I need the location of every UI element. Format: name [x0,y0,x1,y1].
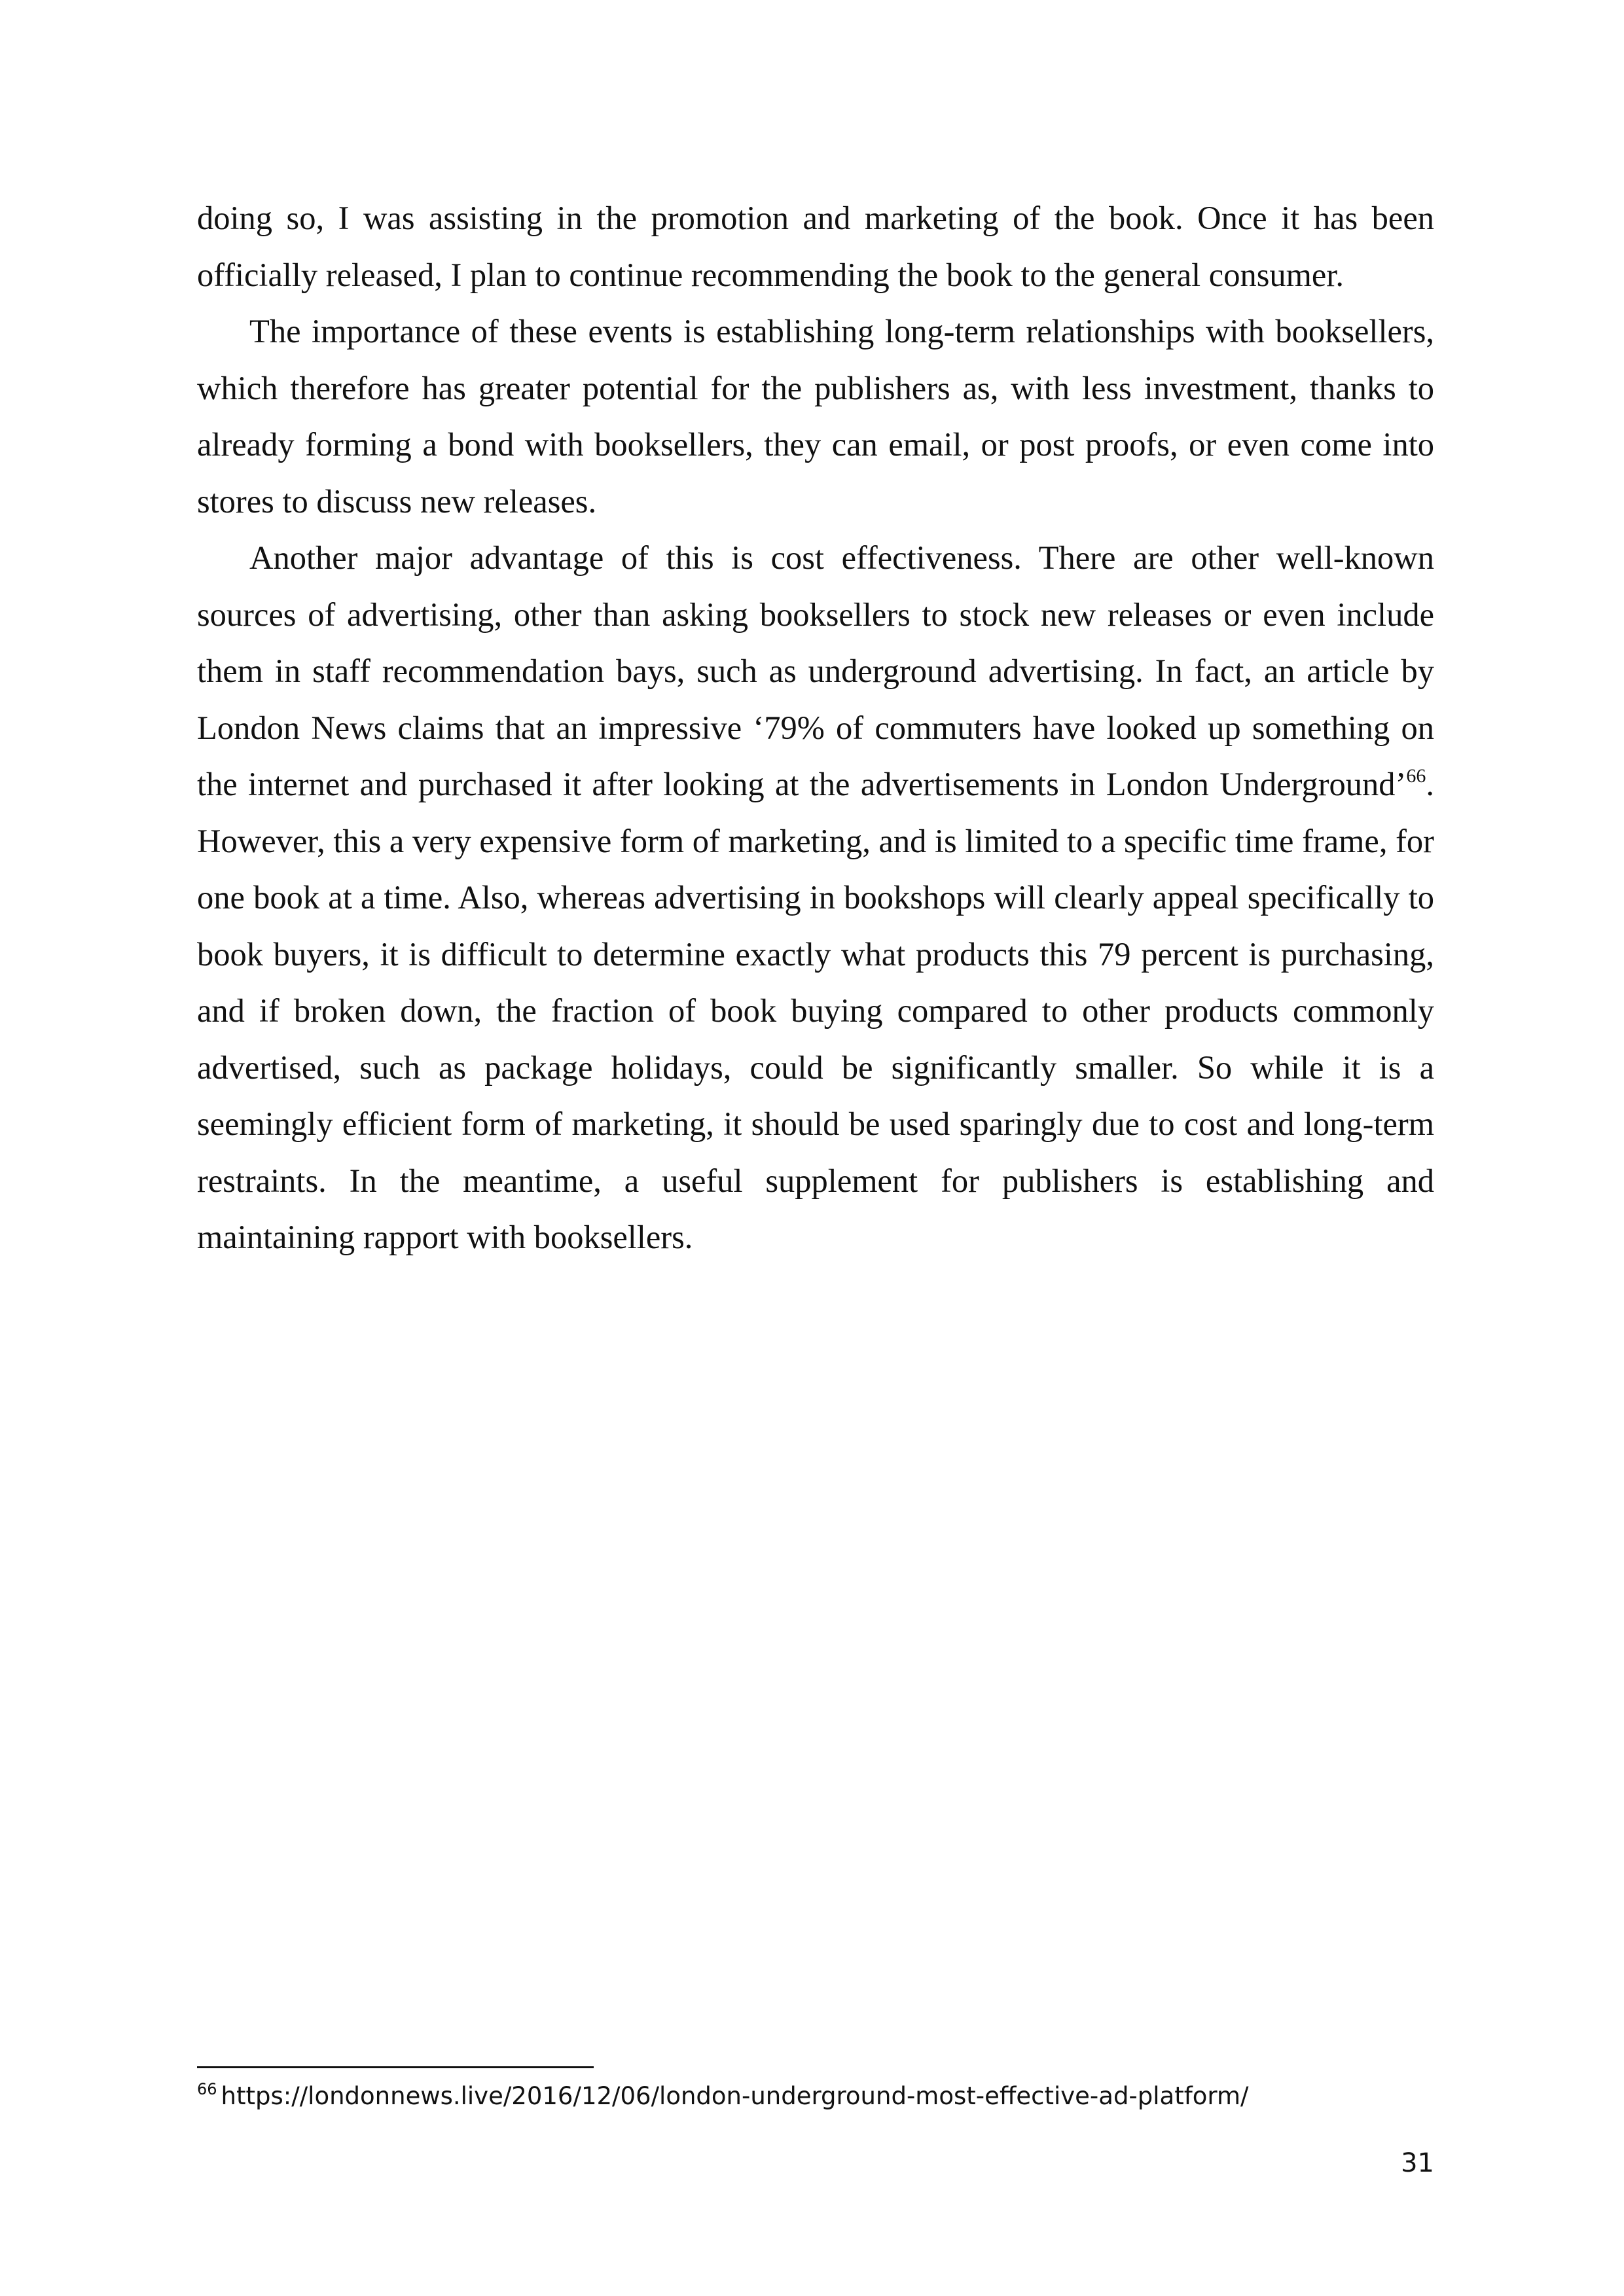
paragraph-1: doing so, I was assisting in the promotion and marketing of the book. Once it has been officially released, I plan to continue recommending the book to the general consumer. [197,200,1434,293]
page-number: 31 [1401,2148,1434,2178]
footnote-separator [197,2066,594,2068]
paragraph-3-part-1: Another major advantage of this is cost effectiveness. There are other well-known sources of advertising, other than asking booksellers to stock new releases or even include them in staff recommendation bays, such as underground advertising. In fact, an article by London News claims that an impressive ‘79% of commuters have looked up something on the internet and purchased it after looking at the advertisements in London Underground’ [197,539,1434,802]
body-text [197,190,1434,1266]
footnote-link[interactable]: https://londonnews.live/2016/12/06/london-underground-most-effective-ad-platform/ [221,2082,1249,2110]
paragraph-2: The importance of these events is establishing long-term relationships with booksellers, which therefore has greater potential for the publishers as, with less investment, thanks to already forming a bond with booksellers, they can email, or post proofs, or even come into stores to discuss new releases. [197,313,1434,520]
footnote-number: 66 [197,2079,217,2098]
paragraph-3-part-2: . However, this a very expensive form of marketing, and is limited to a specific time frame, for one book at a time. Also, whereas advertising in bookshops will clearly appeal specifically to book buyers, it is difficult to determine exactly what products this 79 percent is purchasing, and if broken down, the fraction of book buying compared to other products commonly advertised, such as package holidays, could be significantly smaller. So while it is a seemingly efficient form of marketing, it should be used sparingly due to cost and long-term restraints. In the meantime, a useful supplement for publishers is establishing and maintaining rapport with booksellers. [197,766,1434,1255]
footnote [197,2080,1434,2113]
footnote-reference[interactable]: 66 [1406,765,1426,787]
paragraph-3 [197,529,1434,1266]
